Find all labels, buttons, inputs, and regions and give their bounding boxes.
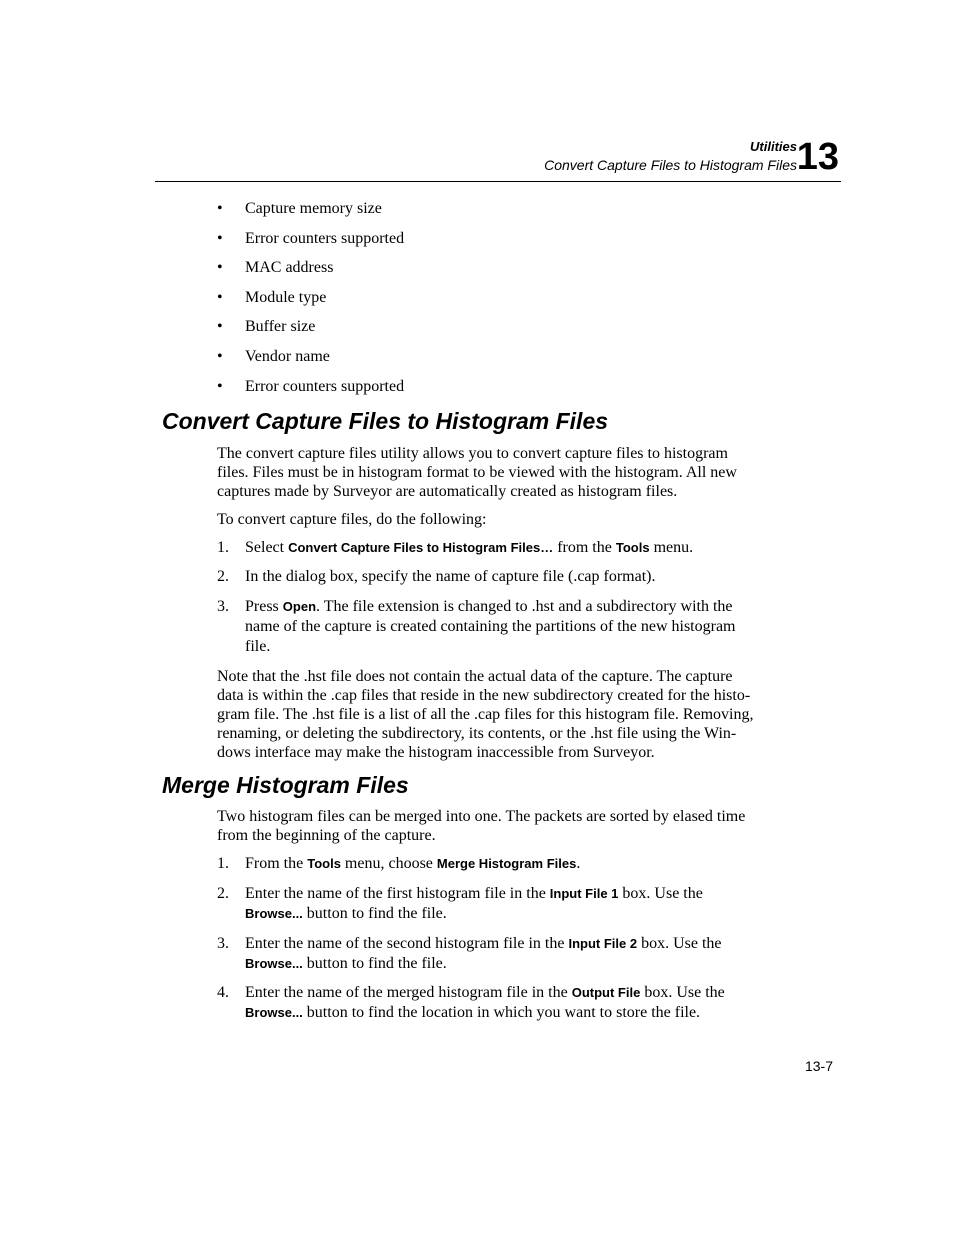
section1-intro: The convert capture files utility allows you to convert capture files to histogram files. Files must be in histogram format to be viewed with the histogram. All new captures made by Surveyor are automatically created as histogram files. (217, 445, 737, 500)
section1-step-1: 1. Select Convert Capture Files to Histogram Files… from the Tools menu. (217, 539, 694, 556)
page-number: 13-7 (804, 1058, 833, 1074)
ui-label: Tools (307, 856, 341, 871)
ui-label: Output File (571, 985, 641, 1000)
section2-step-2: 2. Enter the name of the first histogram file in the Input File 1 box. Use the Browse... button to find the file. (217, 885, 703, 922)
ui-label: Open (282, 599, 317, 614)
section1-step-2: 2. In the dialog box, specify the name of capture file (.cap format). (217, 568, 656, 585)
bullet-list (217, 199, 404, 406)
section1-lead: To convert capture files, do the following: (217, 511, 487, 528)
section2-step-1: 1. From the Tools menu, choose Merge Histogram Files. (217, 855, 581, 872)
section1-step-3: 3. Press Open. The file extension is changed to .hst and a subdirectory with the name of the capture is created containing the partitions of the new histogram file. (217, 598, 736, 655)
ui-label: Convert Capture Files to Histogram Files… (288, 540, 554, 555)
chapter-number: 13 (796, 136, 839, 178)
list-item: • Capture memory size (217, 200, 382, 217)
list-item: • Module type (217, 288, 327, 306)
header-section: Utilities (750, 139, 797, 154)
ui-label: Input File 2 (568, 936, 638, 951)
running-header (155, 134, 841, 182)
section1-note: Note that the .hst file does not contain the actual data of the capture. The capture data is within the .cap files that reside in the new subdirectory created for the histo- gram file. The .hst file is a list of all the .cap files for this histogram file. Removing, renaming, or deleting the subdirectory, its contents, or the .hst file using the Win- dows interface may make the histogram inaccessible from Surveyor. (217, 668, 754, 761)
section-heading-merge: Merge Histogram Files (162, 772, 409, 798)
ui-label: Input File 1 (549, 886, 619, 901)
header-rule (155, 181, 841, 182)
section2-step-4: 4. Enter the name of the merged histogram file in the Output File box. Use the Browse... button to find the location in which you want to store the file. (217, 984, 725, 1021)
section-heading-convert: Convert Capture Files to Histogram Files (162, 408, 609, 434)
list-item: • Error counters supported (217, 377, 405, 395)
ui-label: Browse... (245, 906, 303, 921)
ui-label: Merge Histogram Files (436, 856, 577, 871)
list-item: • MAC address (217, 259, 334, 277)
list-item: • Vendor name (217, 347, 330, 365)
section2-step-3: 3. Enter the name of the second histogram file in the Input File 2 box. Use the Browse... button to find the file. (217, 935, 722, 972)
section2-intro: Two histogram files can be merged into one. The packets are sorted by elased time from the beginning of the capture. (217, 808, 746, 844)
header-titles (544, 138, 797, 174)
list-item: • Error counters supported (217, 229, 405, 247)
ui-label: Browse... (245, 1005, 303, 1020)
ui-label: Tools (615, 540, 650, 555)
list-item: • Buffer size (217, 318, 316, 336)
header-subsection: Convert Capture Files to Histogram Files (544, 157, 797, 173)
ui-label: Browse... (245, 956, 303, 971)
